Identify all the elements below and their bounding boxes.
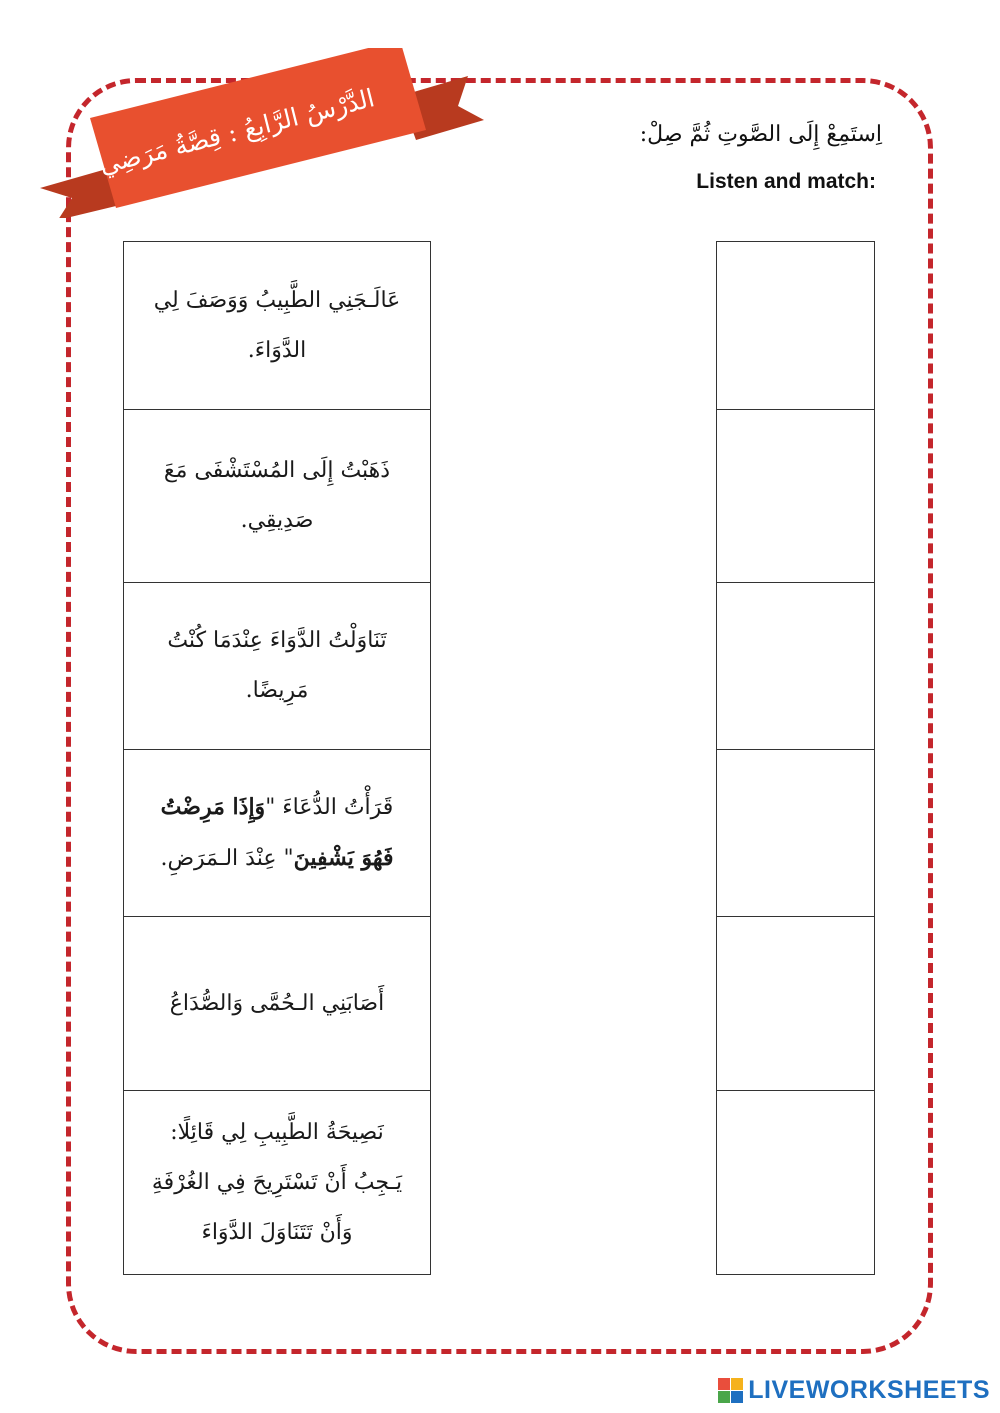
liveworksheets-logo — [718, 1376, 990, 1405]
sentence-text: أَصَابَنِي الـحُمَّى وَالصُّدَاعُ — [169, 990, 385, 1016]
answer-box-4[interactable] — [717, 749, 874, 916]
answer-box-5[interactable] — [717, 916, 874, 1090]
sentence-column — [123, 241, 431, 1275]
answer-box-6[interactable] — [717, 1090, 874, 1274]
logo-grid-icon — [718, 1378, 744, 1404]
lesson-title: الدَّرْسُ الرَّابِعُ : قِصَّةُ مَرَضِي — [96, 83, 378, 180]
sentence-text: عَالَـجَنِي الطَّبِيبُ وَوَصَفَ لِي الدَّوَاءَ. — [153, 287, 401, 363]
answer-column — [716, 241, 875, 1275]
logo-text: LIVEWORKSHEETS — [748, 1376, 990, 1404]
quran-quote: وَإِذَا مَرِضْتُ فَهُوَ يَشْفِينَ — [160, 794, 394, 871]
instruction-english: Listen and match: — [696, 170, 876, 193]
sentence-cell-6 — [124, 1090, 430, 1274]
answer-box-3[interactable] — [717, 582, 874, 749]
sentence-text: نَصِيحَةُ الطَّبِيبِ لِي قَائِلًا: يَـجِبُ أَنْ تَسْتَرِيحَ فِي الغُرْفَةِ وَأَنْ تَتَنَاوَلَ الدَّوَاءَ — [151, 1119, 403, 1245]
sentence-cell-4 — [124, 749, 430, 916]
sentence-text: ذَهَبْتُ إِلَى المُسْتَشْفَى مَعَ صَدِيقِي. — [163, 458, 391, 533]
sentence-cell-3 — [124, 582, 430, 749]
answer-box-1[interactable] — [717, 242, 874, 409]
instruction-arabic: اِستَمِعْ إِلَى الصَّوتِ ثُمَّ صِلْ: — [639, 122, 882, 147]
sentence-cell-2 — [124, 409, 430, 582]
sentence-cell-5 — [124, 916, 430, 1090]
answer-box-2[interactable] — [717, 409, 874, 582]
sentence-cell-1 — [124, 242, 430, 409]
sentence-part: قَرَأْتُ الدُّعَاءَ " — [265, 795, 394, 820]
sentence-part: " عِنْدَ الـمَرَضِ. — [160, 846, 294, 871]
sentence-text — [150, 782, 404, 884]
sentence-text: تَنَاوَلْتُ الدَّوَاءَ عِنْدَمَا كُنْتُ مَرِيضًا. — [167, 628, 387, 703]
